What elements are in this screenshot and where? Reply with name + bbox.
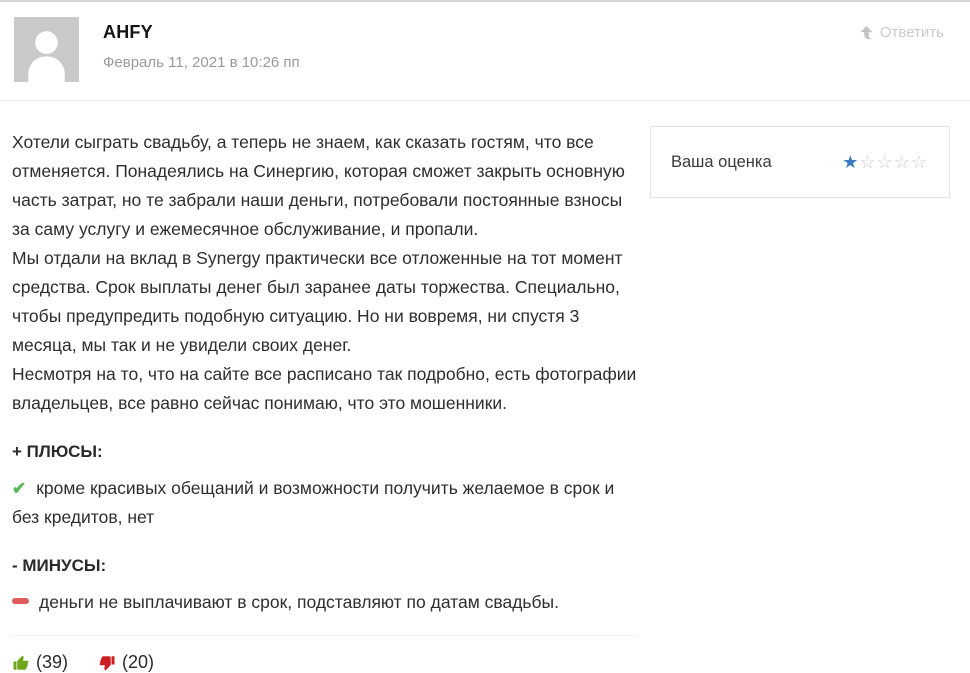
reply-button[interactable] [859,24,944,41]
author-name: AHFY [103,22,153,42]
dislike-button[interactable] [98,652,154,673]
cons-item [12,588,637,617]
cons-heading: - МИНУСЫ: [12,556,107,575]
dislike-count: (20) [122,652,155,672]
review-text [12,128,637,418]
reply-arrow-icon [859,25,874,40]
minus-icon [12,598,29,604]
pros-item-text: кроме красивых обещаний и возможности получить желаемое в срок и без кредитов, нет [12,478,615,527]
rating-box [650,126,950,198]
star-empty-icon[interactable]: ☆ [876,152,893,172]
star-filled-icon[interactable]: ★ [842,152,859,172]
votes-divider [12,635,637,636]
thumbs-down-icon [98,654,116,672]
review-column [12,128,637,673]
like-button[interactable] [12,652,68,673]
avatar [14,17,79,82]
votes-row [12,652,637,673]
reply-label: Ответить [879,24,944,41]
pros-heading: + ПЛЮСЫ: [12,442,103,461]
rating-label: Ваша оценка [671,152,772,171]
user-silhouette-icon [14,17,79,82]
star-empty-icon[interactable]: ☆ [859,152,876,172]
review-paragraph: Несмотря на то, что на сайте все расписано так подробно, есть фотографии владельцев, все равно сейчас понимаю, что это мошенники. [12,364,637,413]
review-paragraph: Мы отдали на вклад в Synergy практически все отложенные на тот момент средства. Срок выплаты денег был заранее даты торжества. Специально, чтобы предупредить подобную ситуацию. Но ни вовремя, ни спустя 3 месяца, мы так и не увидели своих денег. [12,248,623,355]
review-paragraph: Хотели сыграть свадьбу, а теперь не знаем, как сказать гостям, что все отменяется. Понадеялись на Синергию, которая сможет закрыть основную часть затрат, но те забрали наши деньги, потребовали постоянные взносы за саму услугу и ежемесячное обслуживание, и пропали. [12,132,625,239]
cons-item-text: деньги не выплачивают в срок, подставляют по датам свадьбы. [39,592,560,612]
check-icon: ✔ [12,479,27,498]
like-count: (39) [36,652,69,672]
thumbs-up-icon [12,654,30,672]
star-rating[interactable] [842,153,927,171]
comment-header [0,2,970,98]
pros-item [12,474,637,532]
star-empty-icon[interactable]: ☆ [910,152,927,172]
star-empty-icon[interactable]: ☆ [893,152,910,172]
comment-date: Февраль 11, 2021 в 10:26 пп [103,54,300,71]
header-divider [0,100,970,101]
